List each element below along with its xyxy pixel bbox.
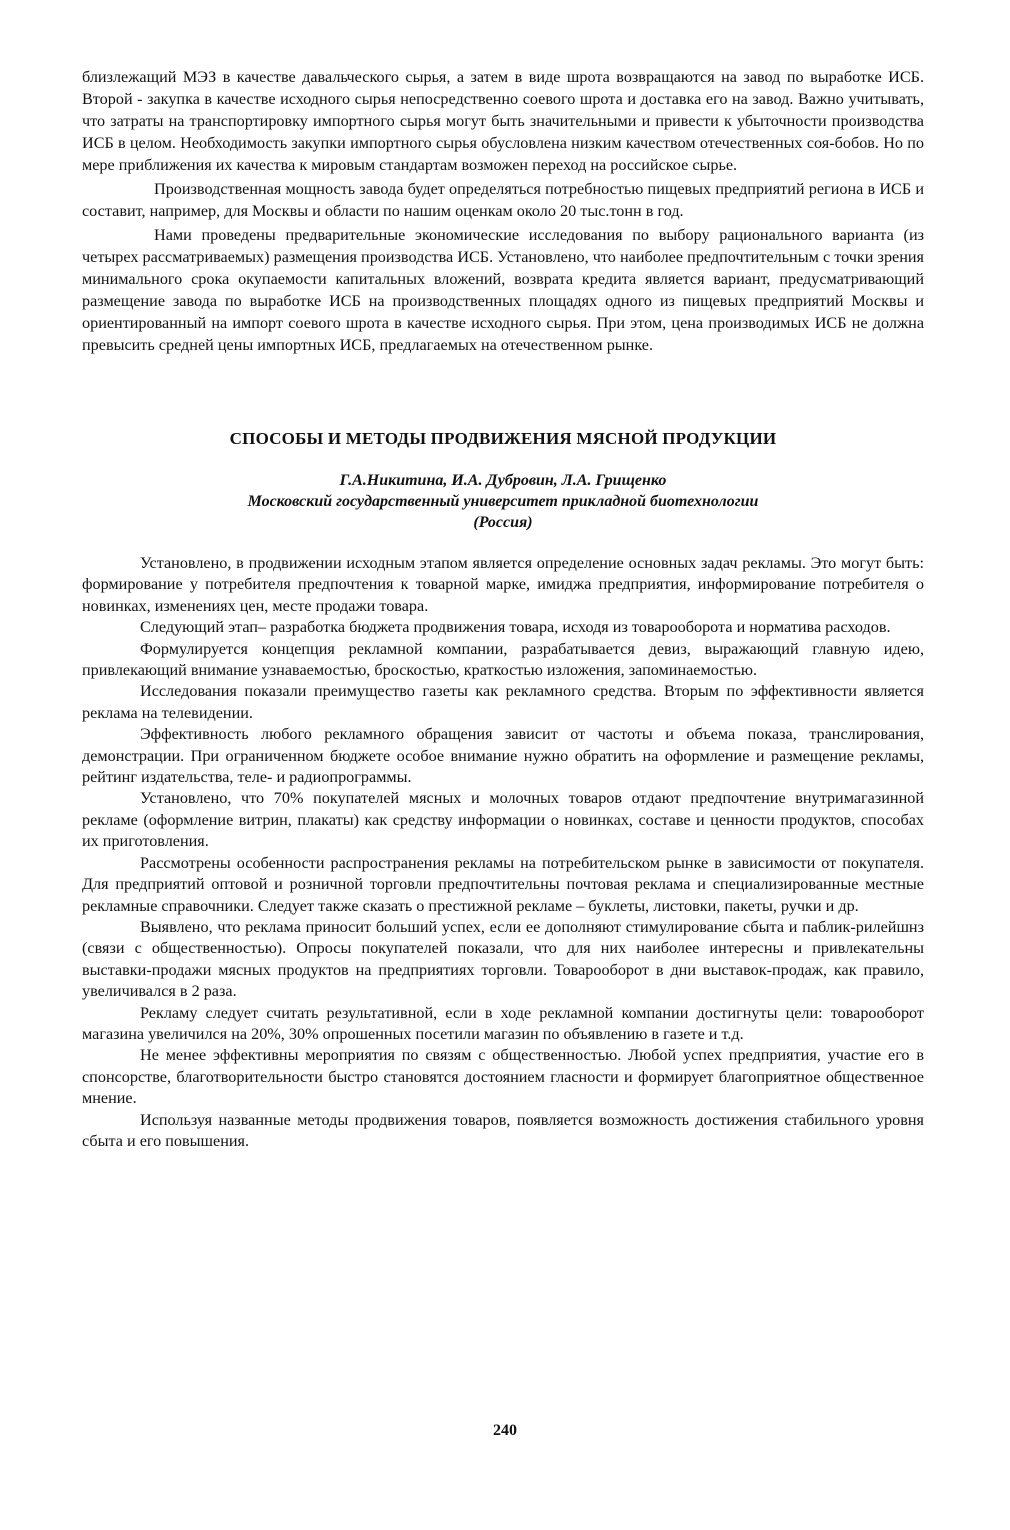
- article-paragraph-3: Формулируется концепция рекламной компании, разрабатывается девиз, выражающий главную идею, привлекающий внимание узнаваемостью, броскостью, краткостью изложения, запоминаемостью.: [82, 639, 924, 680]
- article-country: (Россия): [473, 514, 533, 531]
- intro-paragraph-2: Производственная мощность завода будет определяться потребностью пищевых предприятий региона в ИСБ и составит, например, для Москвы и области по нашим оценкам около 20 тыс.тонн в год.: [82, 180, 924, 220]
- article-paragraph-7: Рассмотрены особенности распространения рекламы на потребительском рынке в зависимости от покупателя. Для предприятий оптовой и розничной торговли предпочтительны почтовая реклама и специализированные местные рекламные справочники. Следует также сказать о престижной рекламе – буклеты, листовки, пакеты, ручки и др.: [82, 853, 924, 915]
- article-paragraph-11: Используя названные методы продвижения товаров, появляется возможность достижения стабильного уровня сбыта и его повышения.: [82, 1110, 924, 1150]
- article-paragraph-5: Эффективность любого рекламного обращения зависит от частоты и объема показа, транслирования, демонстрации. При ограниченном бюджете особое внимание нужно обратить на оформление и размещение рекламы, рейтинг издательства, теле- и радиопрограммы.: [82, 725, 924, 787]
- article-affiliation: Московский государственный университет прикладной биотехнологии: [247, 493, 759, 510]
- article-paragraph-9: Рекламу следует считать результативной, если в ходе рекламной компании достигнуты цели: товарооборот магазина увеличился на 20%, 30% опрошенных посетили магазин по объявлению в газете и т.д.: [82, 1003, 924, 1043]
- article-paragraph-2: Следующий этап– разработка бюджета продвижения товара, исходя из товарооборота и норматива расходов.: [140, 618, 891, 637]
- page-number: 240: [493, 1422, 517, 1439]
- page-body: [82, 66, 924, 1152]
- intro-paragraph-3: Нами проведены предварительные экономические исследования по выбору рационального варианта (из четырех рассматриваемых) размещения производства ИСБ. Установлено, что наиболее предпочтительным с точки зрения минимального срока окупаемости капитальных вложений, возврата кредита является вариант, предусматривающий размещение завода по выработке ИСБ на производственных площадях одного из пищевых предприятий Москвы и ориентированный на импорт соевого шрота в качестве исходного сырья. При этом, цена производимых ИСБ не должна превысить средней цены импортных ИСБ, предлагаемых на отечественном рынке.: [82, 226, 924, 354]
- article-paragraph-4: Исследования показали преимущество газеты как рекламного средства. Вторым по эффективности является реклама на телевидении.: [82, 682, 924, 722]
- previous-article-continuation: [82, 66, 924, 356]
- intro-paragraph-1: близлежащий МЭЗ в качестве давальческого сырья, а затем в виде шрота возвращаются на завод по выработке ИСБ. Второй - закупка в качестве исходного сырья непосредственно соевого шрота и доставка его на завод. Важно учитывать, что затраты на транспортировку импортного сырья могут быть значительными и привести к убыточности производства ИСБ в целом. Необходимость закупки импортного сырья обусловлена низким качеством отечественных соя-бобов. Но по мере приближения их качества к мировым стандартам возможен переход на российское сырье.: [82, 68, 924, 174]
- article-paragraph-10: Не менее эффективны мероприятия по связям с общественностью. Любой успех предприятия, участие его в спонсорстве, благотворительности быстро становятся достоянием гласности и формирует благоприятное общественное мнение.: [82, 1046, 924, 1108]
- article-paragraph-8: Выявлено, что реклама приносит больший успех, если ее дополняют стимулирование сбыта и паблик-рилейшнз (связи с общественностью). Опросы покупателей показали, что для них наиболее интересны и привлекательны выставки-продажи мясных продуктов на предприятиях торговли. Товарооборот в дни выставок-продаж, как правило, увеличивался в 2 раза.: [82, 917, 924, 1001]
- article-authors: Г.А.Никитина, И.А. Дубровин, Л.А. Грищенко: [339, 472, 667, 489]
- article-title: СПОСОБЫ И МЕТОДЫ ПРОДВИЖЕНИЯ МЯСНОЙ ПРОДУКЦИИ: [229, 429, 777, 448]
- article-body: [82, 553, 924, 1152]
- article-paragraph-1: Установлено, в продвижении исходным этапом является определение основных задач рекламы. Это могут быть: формирование у потребителя предпочтения к товарной марке, имиджа предприятия, информирование потребителя о новинках, изменениях цен, месте продажи товара.: [82, 554, 924, 615]
- article-paragraph-6: Установлено, что 70% покупателей мясных и молочных товаров отдают предпочтение внутримагазинной рекламе (оформление витрин, плакаты) как средству информации о новинках, составе и ценности продуктов, способах их приготовления.: [82, 789, 924, 851]
